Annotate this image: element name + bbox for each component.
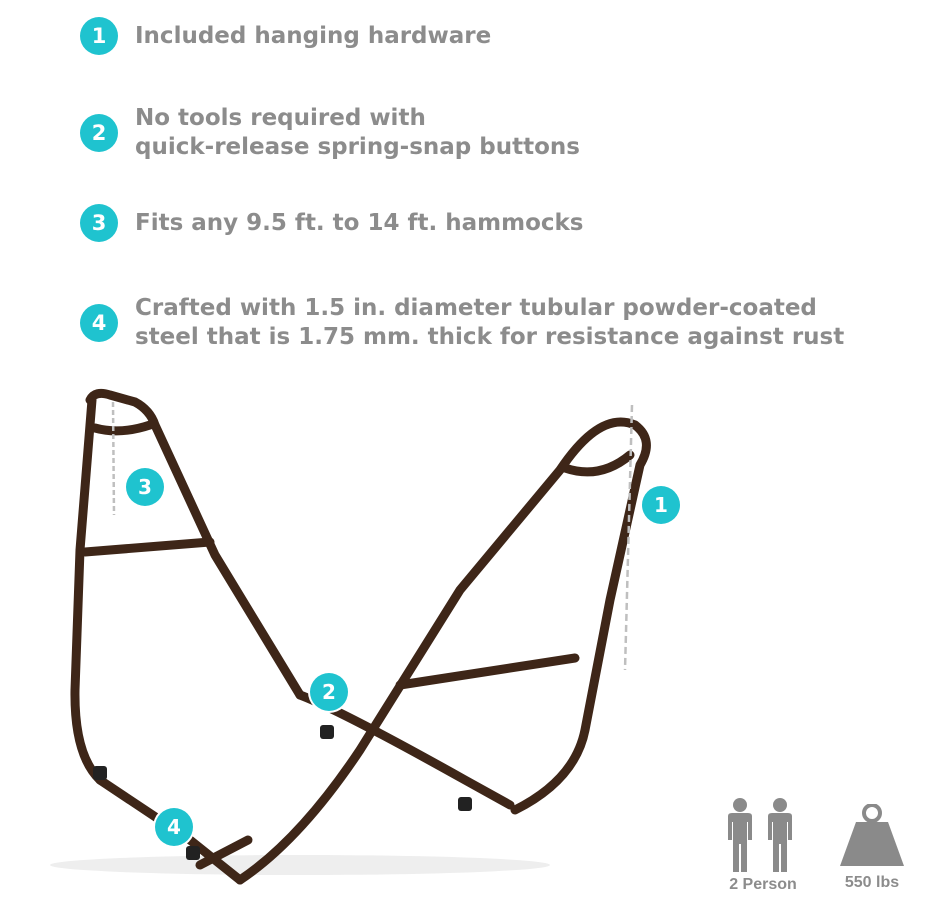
feature-line: Fits any 9.5 ft. to 14 ft. hammocks (135, 209, 584, 236)
feature-badge-3: 3 (80, 204, 118, 242)
feature-badge-4: 4 (80, 304, 118, 342)
callout-marker-2: 2 (310, 673, 348, 711)
feature-text-1 (135, 22, 491, 51)
feature-text-2 (135, 104, 580, 162)
callout-marker-4: 4 (155, 808, 193, 846)
feature-line: Included hanging hardware (135, 22, 492, 49)
feature-badge-2: 2 (80, 114, 118, 152)
feature-item-3 (80, 204, 584, 242)
hammock-stand-drawing (0, 370, 950, 903)
callout-marker-3: 3 (126, 468, 164, 506)
feature-line: quick-release spring-snap buttons (135, 134, 580, 160)
two-person-icon (722, 796, 802, 876)
feature-item-4 (80, 294, 844, 352)
feature-line: Crafted with 1.5 in. diameter tubular powder-coated (135, 295, 817, 321)
feature-badge-1: 1 (80, 17, 118, 55)
feature-item-2 (80, 104, 580, 162)
feature-line: No tools required with (135, 105, 426, 131)
feature-item-1 (80, 17, 491, 55)
weight-icon (838, 804, 906, 868)
capacity-label: 2 Person (729, 876, 797, 893)
feature-line: steel that is 1.75 mm. thick for resistance against rust (135, 324, 845, 350)
hammock-stand-image (0, 370, 950, 903)
callout-marker-1: 1 (642, 486, 680, 524)
feature-text-4 (135, 294, 844, 352)
feature-text-3 (135, 209, 584, 238)
weight-label: 550 lbs (844, 874, 900, 891)
